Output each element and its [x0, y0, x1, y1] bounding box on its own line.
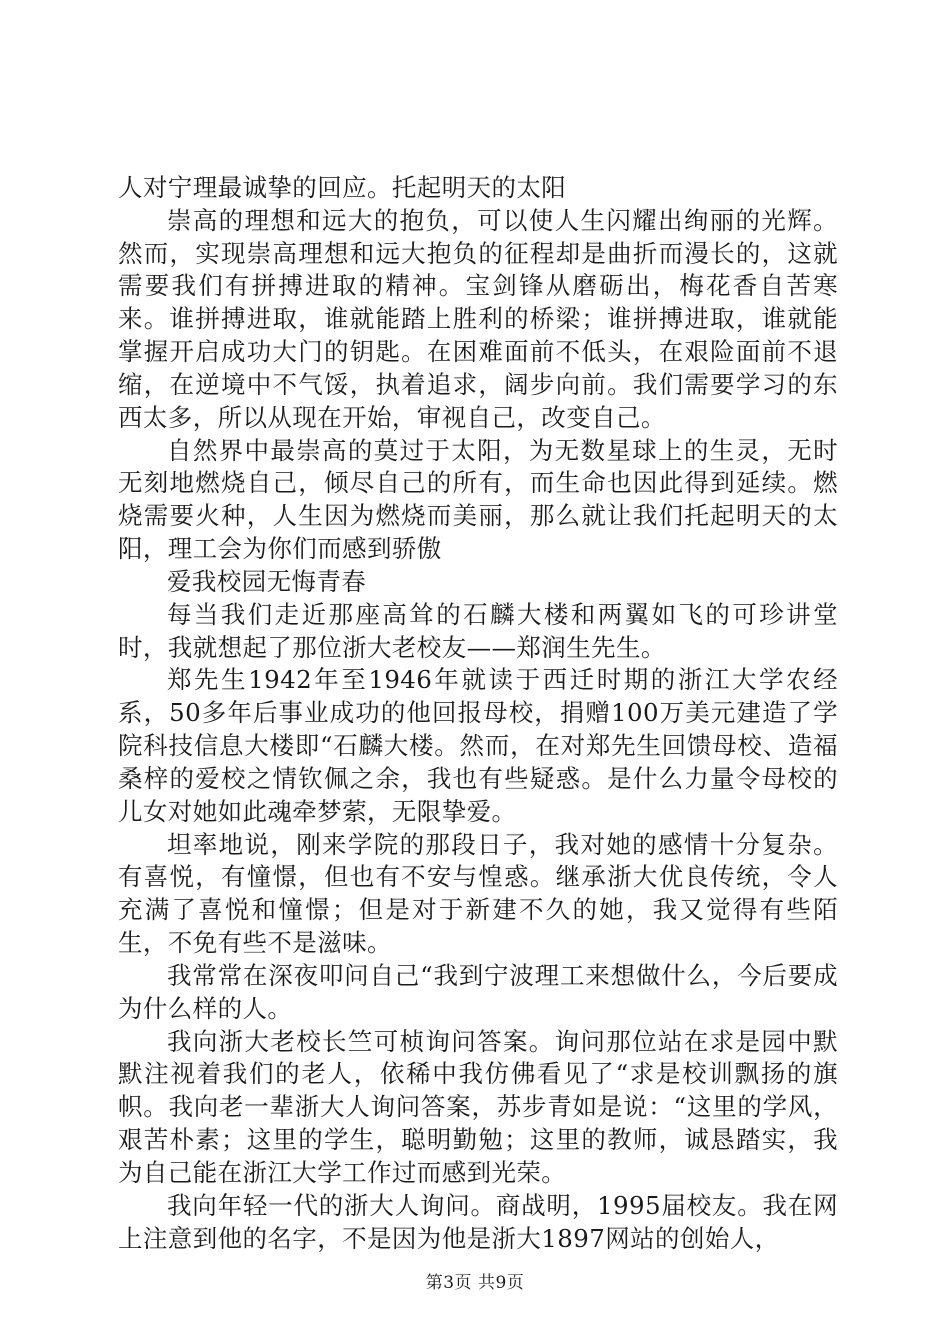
paragraph-5: 每当我们走近那座高耸的石麟大楼和两翼如飞的可珍讲堂时，我就想起了那位浙大老校友——郑润生先生。 [118, 599, 838, 662]
paragraph-2: 崇高的理想和远大的抱负，可以使人生闪耀出绚丽的光辉。然而，实现崇高理想和远大抱负的征程却是曲折而漫长的，这就需要我们有拼搏进取的精神。宝剑锋从磨砺出，梅花香自苦寒来。谁拼搏进取，谁就能踏上胜利的桥梁；谁拼搏进取，谁就能掌握开启成功大门的钥匙。在困难面前不低头，在艰险面前不退缩，在逆境中不气馁，执着追求，阔步向前。我们需要学习的东西太多，所以从现在开始，审视自己，改变自己。 [118, 205, 838, 432]
paragraph-10: 我向年轻一代的浙大人询问。商战明，1995届校友。我在网上注意到他的名字，不是因为他是浙大1897网站的创始人， [118, 1190, 838, 1253]
paragraph-7: 坦率地说，刚来学院的那段日子，我对她的感情十分复杂。有喜悦，有憧憬，但也有不安与惶惑。继承浙大优良传统，令人充满了喜悦和憧憬；但是对于新建不久的她，我又觉得有些陌生，不免有些不是滋味。 [118, 829, 838, 958]
document-body [118, 172, 838, 1255]
page-number-footer: 第3页 共9页 [425, 1273, 525, 1293]
section-heading: 爱我校园无悔青春 [167, 566, 367, 596]
paragraph-3: 自然界中最崇高的莫过于太阳，为无数星球上的生灵，无时无刻地燃烧自己，倾尽自己的所有，而生命也因此得到延续。燃烧需要火种，人生因为燃烧而美丽，那么就让我们托起明天的太阳，理工会为你们而感到骄傲 [118, 435, 838, 564]
paragraph-1: 人对宁理最诚挚的回应。托起明天的太阳 [118, 173, 567, 202]
paragraph-8: 我常常在深夜叩问自己“我到宁波理工来想做什么，今后要成为什么样的人。 [118, 960, 838, 1023]
paragraph-9: 我向浙大老校长竺可桢询问答案。询问那位站在求是园中默默注视着我们的老人，依稀中我仿佛看见了“求是校训飘扬的旗帜。我向老一辈浙大人询问答案，苏步青如是说：“这里的学风，艰苦朴素；这里的学生，聪明勤勉；这里的教师，诚恳踏实，我为自己能在浙江大学工作过而感到光荣。 [118, 1026, 838, 1187]
paragraph-6: 郑先生1942年至1946年就读于西迁时期的浙江大学农经系，50多年后事业成功的他回报母校，捐赠100万美元建造了学院科技信息大楼即“石麟大楼。然而，在对郑先生回馈母校、造福桑梓的爱校之情钦佩之余，我也有些疑惑。是什么力量令母校的儿女对她如此魂牵梦萦，无限挚爱。 [118, 665, 838, 826]
